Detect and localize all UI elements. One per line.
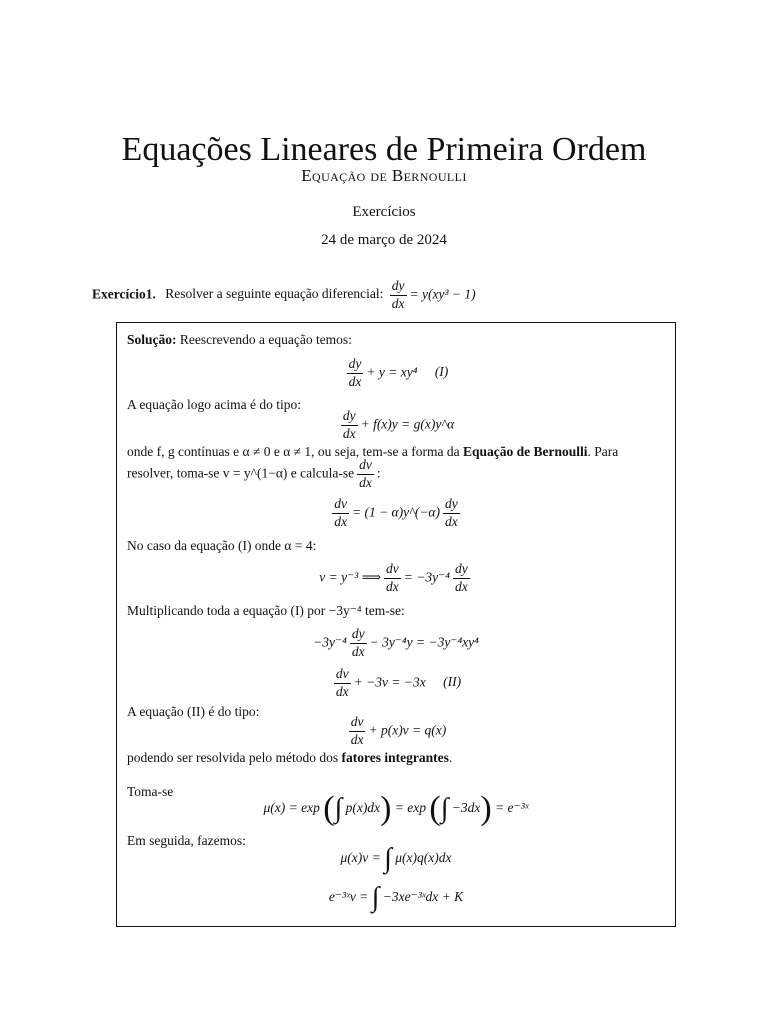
paragraph-next: Em seguida, fazemos: — [127, 833, 246, 848]
page-title: Equações Lineares de Primeira Ordem — [121, 131, 647, 168]
equation-7: $\frac{dv}{dx}$ + p(x)v = q(x) — [350, 714, 447, 747]
equation-1: $\frac{dy}{dx}$ + y = xy⁴ (I) — [348, 356, 449, 389]
equation-3: $\frac{dv}{dx}$ = (1 − α)y^(−α) $\frac{dy}{dx}$ — [334, 496, 458, 529]
equation-8: μ(x) = exp (∫ p(x)dx) = exp (∫ −3dx) = e⁻³ˣ — [263, 790, 529, 827]
solution-intro: Solução: Reescrevendo a equação temos: — [127, 332, 352, 347]
paragraph-method: podendo ser resolvida pelo método dos fatores integrantes. — [127, 750, 453, 765]
paragraph-case: No caso da equação (I) onde α = 4: — [127, 538, 317, 553]
exercise-label: Exercício1. — [92, 286, 156, 302]
paragraph-resolve: resolver, toma-se v = y^(1−α) e calcula-se $\frac{dv}{dx}$ : — [127, 457, 381, 490]
equation-4: v = y⁻³ ⟹ $\frac{dv}{dx}$ = −3y⁻⁴ $\frac{dy}{dx}$ — [319, 561, 468, 594]
date: 24 de março de 2024 — [321, 232, 447, 248]
exercise-fraction: $\frac{dy}{dx}$ — [391, 278, 405, 311]
exercise-statement — [92, 279, 476, 312]
paragraph-type-2: A equação (II) é do tipo: — [127, 704, 260, 719]
paragraph-bernoulli: onde f, g contínuas e α ≠ 0 e α ≠ 1, ou seja, tem-se a forma da Equação de Bernoulli. Para — [127, 444, 619, 459]
page-subtitle: Equação de Bernoulli — [301, 166, 467, 185]
paragraph-toma-se: Toma-se — [127, 784, 174, 799]
section-label: Exercícios — [352, 204, 416, 220]
equation-10: e⁻³ˣv = ∫ −3xe⁻³ˣdx + K — [328, 882, 464, 913]
exercise-eq-rhs: = y(xy³ − 1) — [409, 286, 476, 302]
equation-9: μ(x)v = ∫ μ(x)q(x)dx — [340, 843, 452, 874]
equation-2: $\frac{dy}{dx}$ + f(x)y = g(x)y^α — [342, 408, 455, 441]
equation-5: −3y⁻⁴ $\frac{dy}{dx}$ − 3y⁻⁴y = −3y⁻⁴xy⁴ — [313, 626, 479, 659]
equation-6: $\frac{dv}{dx}$ + −3v = −3x (II) — [335, 666, 462, 699]
paragraph-multiply: Multiplicando toda a equação (I) por −3y⁻⁴ tem-se: — [127, 603, 405, 618]
paragraph-type: A equação logo acima é do tipo: — [127, 397, 301, 412]
exercise-text: Resolver a seguinte equação diferencial: — [165, 286, 384, 302]
